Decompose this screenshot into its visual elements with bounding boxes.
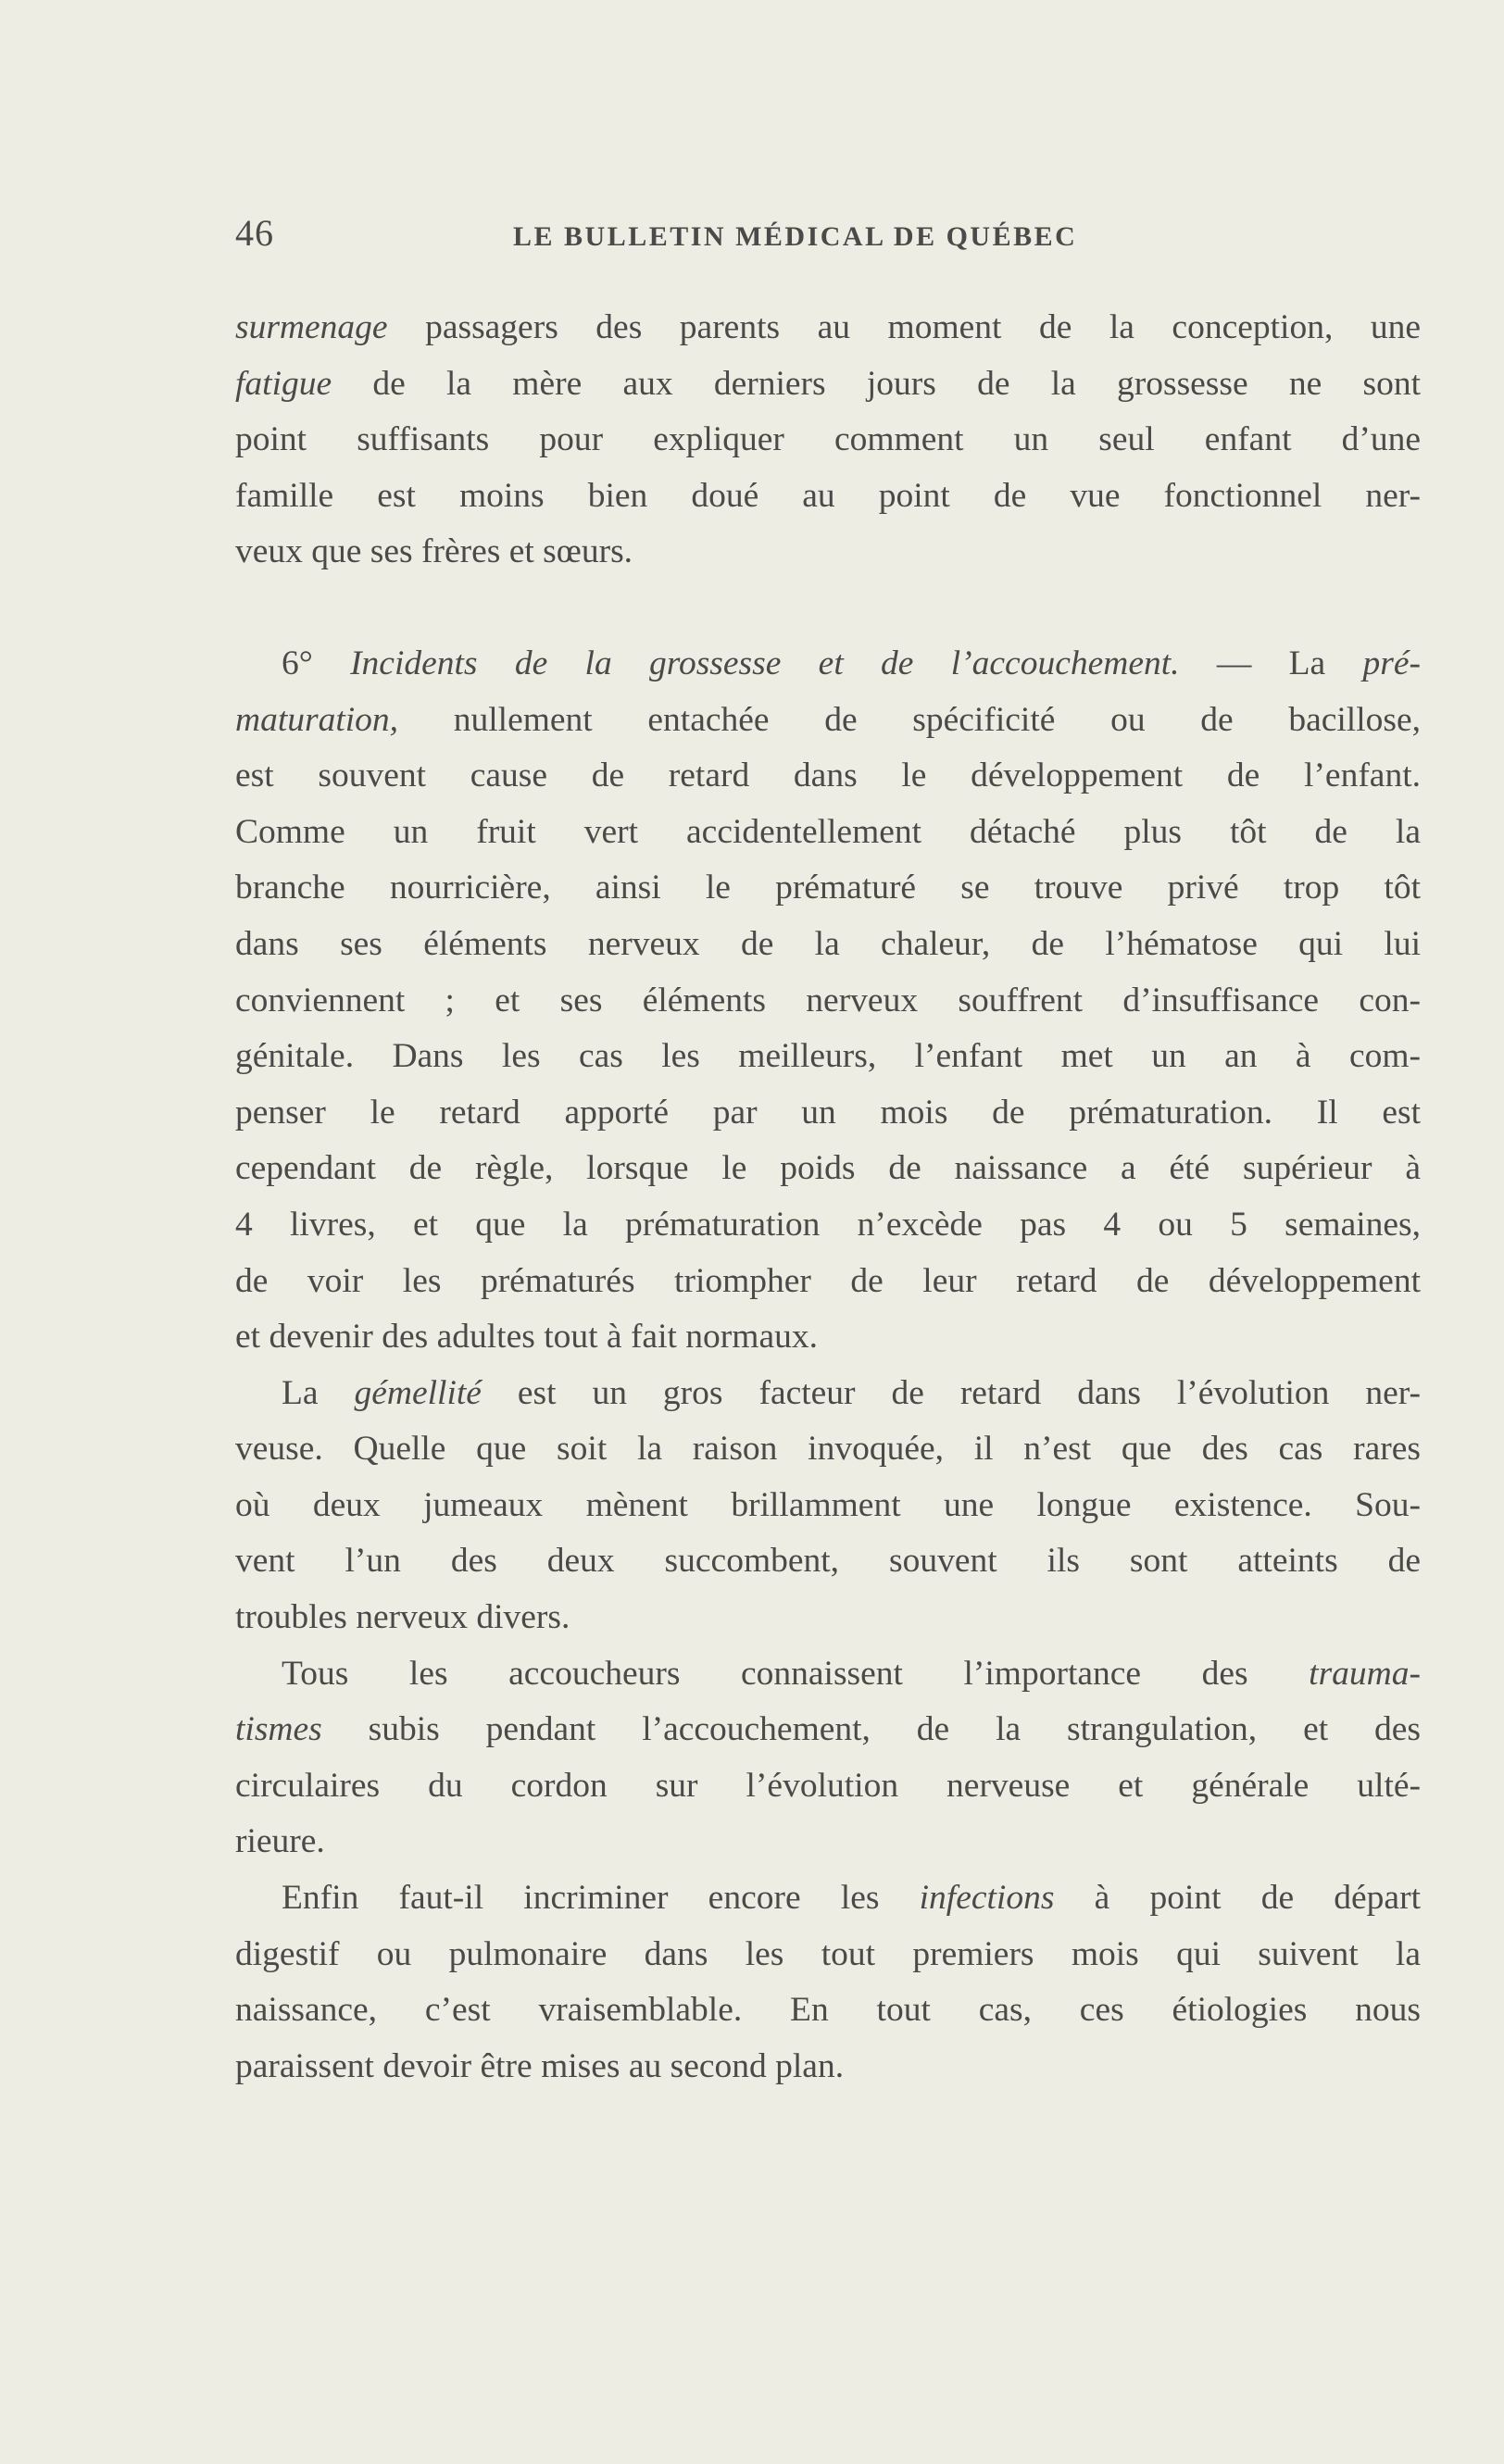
paragraph: [235, 1646, 1421, 1870]
text-run: et devenir des adultes tout à fait normaux.: [235, 1318, 818, 1357]
text-run: à point de départ: [1054, 1879, 1421, 1918]
text-run: branche nourricière, ainsi le prématuré se trouve privé trop tôt: [235, 869, 1421, 907]
text-line: [235, 973, 1421, 1030]
text-run: est souvent cause de retard dans le développement de l’enfant.: [235, 757, 1421, 795]
text-line: [235, 300, 1421, 356]
text-line: [235, 1646, 1421, 1703]
text-run: subis pendant l’accouchement, de la strangulation, et des: [321, 1710, 1421, 1749]
paragraph: [235, 1366, 1421, 1646]
text-line: [235, 805, 1421, 861]
text-run: — La: [1179, 644, 1363, 682]
page-number: 46: [235, 212, 274, 254]
text-run: circulaires du cordon sur l’évolution nerveuse et générale ulté-: [235, 1766, 1421, 1805]
text-line: [235, 1421, 1421, 1478]
italic-text: Incidents de la grossesse et de l’accouchement.: [350, 644, 1180, 682]
text-line: [235, 693, 1421, 749]
text-line: [235, 2039, 1421, 2095]
italic-text: maturation,: [235, 700, 399, 739]
text-run: génitale. Dans les cas les meilleurs, l’enfant met un an à com-: [235, 1037, 1421, 1076]
text-run: de la mère aux derniers jours de la grossesse ne sont: [332, 364, 1421, 403]
text-line: [235, 1982, 1421, 2039]
italic-text: surmenage: [235, 308, 388, 346]
text-run: La: [282, 1373, 355, 1412]
text-line: [235, 1478, 1421, 1534]
text-run: Tous les accoucheurs connaissent l’importance des: [282, 1654, 1310, 1693]
text-run: troubles nerveux divers.: [235, 1598, 570, 1637]
text-line: [235, 860, 1421, 917]
italic-text: infections: [919, 1879, 1055, 1918]
text-line: [235, 1141, 1421, 1197]
text-run: passagers des parents au moment de la conception, une: [387, 308, 1421, 346]
text-run: de voir les prématurés triompher de leur retard de développement: [235, 1261, 1421, 1300]
body-text: [235, 300, 1421, 2095]
text-run: point suffisants pour expliquer comment un seul enfant d’une: [235, 420, 1421, 459]
text-line: [235, 748, 1421, 805]
page-header: [235, 206, 1421, 261]
italic-text: pré-: [1362, 644, 1421, 682]
section-gap: [235, 581, 1421, 636]
text-line: [235, 356, 1421, 413]
text-run: où deux jumeaux mènent brillamment une longue existence. Sou-: [235, 1485, 1421, 1524]
paragraph: [235, 1870, 1421, 2095]
paragraph: [235, 300, 1421, 581]
text-run: famille est moins bien doué au point de vue fonctionnel ner-: [235, 476, 1421, 515]
text-run: dans ses éléments nerveux de la chaleur, de l’hématose qui lui: [235, 924, 1421, 963]
text-line: [235, 1927, 1421, 1983]
italic-text: fatigue: [235, 364, 332, 403]
text-line: [235, 1533, 1421, 1590]
text-run: est un gros facteur de retard dans l’évolution ner-: [481, 1373, 1421, 1412]
text-line: [235, 1197, 1421, 1254]
text-run: veuse. Quelle que soit la raison invoquée, il n’est que des cas rares: [235, 1430, 1421, 1469]
text-run: 6°: [282, 644, 351, 682]
text-line: [235, 1758, 1421, 1815]
text-run: conviennent ; et ses éléments nerveux souffrent d’insuffisance con-: [235, 981, 1421, 1019]
text-line: [235, 1085, 1421, 1142]
paragraph: [235, 636, 1421, 1366]
running-title: LE BULLETIN MÉDICAL DE QUÉBEC: [513, 221, 1078, 252]
text-run: naissance, c’est vraisemblable. En tout cas, ces étiologies nous: [235, 1991, 1421, 2030]
text-line: [235, 1590, 1421, 1646]
text-line: [235, 1366, 1421, 1422]
text-line: [235, 524, 1421, 581]
text-line: [235, 412, 1421, 469]
text-line: [235, 917, 1421, 973]
italic-text: gémellité: [354, 1373, 482, 1412]
text-line: [235, 1814, 1421, 1870]
text-line: [235, 1870, 1421, 1927]
text-run: Comme un fruit vert accidentellement détaché plus tôt de la: [235, 812, 1421, 851]
text-line: [235, 1254, 1421, 1310]
text-run: 4 livres, et que la prématuration n’excède pas 4 ou 5 semaines,: [235, 1205, 1421, 1244]
text-run: cependant de règle, lorsque le poids de naissance a été supérieur à: [235, 1149, 1421, 1188]
text-run: veux que ses frères et sœurs.: [235, 532, 633, 571]
text-run: rieure.: [235, 1822, 325, 1861]
text-run: vent l’un des deux succombent, souvent ils sont atteints de: [235, 1542, 1421, 1581]
italic-text: trauma-: [1309, 1654, 1421, 1693]
text-run: digestif ou pulmonaire dans les tout premiers mois qui suivent la: [235, 1934, 1421, 1973]
text-line: [235, 1029, 1421, 1085]
text-run: Enfin faut-il incriminer encore les: [282, 1879, 920, 1918]
italic-text: tismes: [235, 1710, 322, 1749]
text-line: [235, 1702, 1421, 1758]
text-line: [235, 469, 1421, 525]
text-line: [235, 636, 1421, 693]
text-run: paraissent devoir être mises au second plan.: [235, 2046, 845, 2085]
text-run: penser le retard apporté par un mois de prématuration. Il est: [235, 1093, 1421, 1132]
text-line: [235, 1309, 1421, 1366]
text-run: nullement entachée de spécificité ou de bacillose,: [398, 700, 1421, 739]
